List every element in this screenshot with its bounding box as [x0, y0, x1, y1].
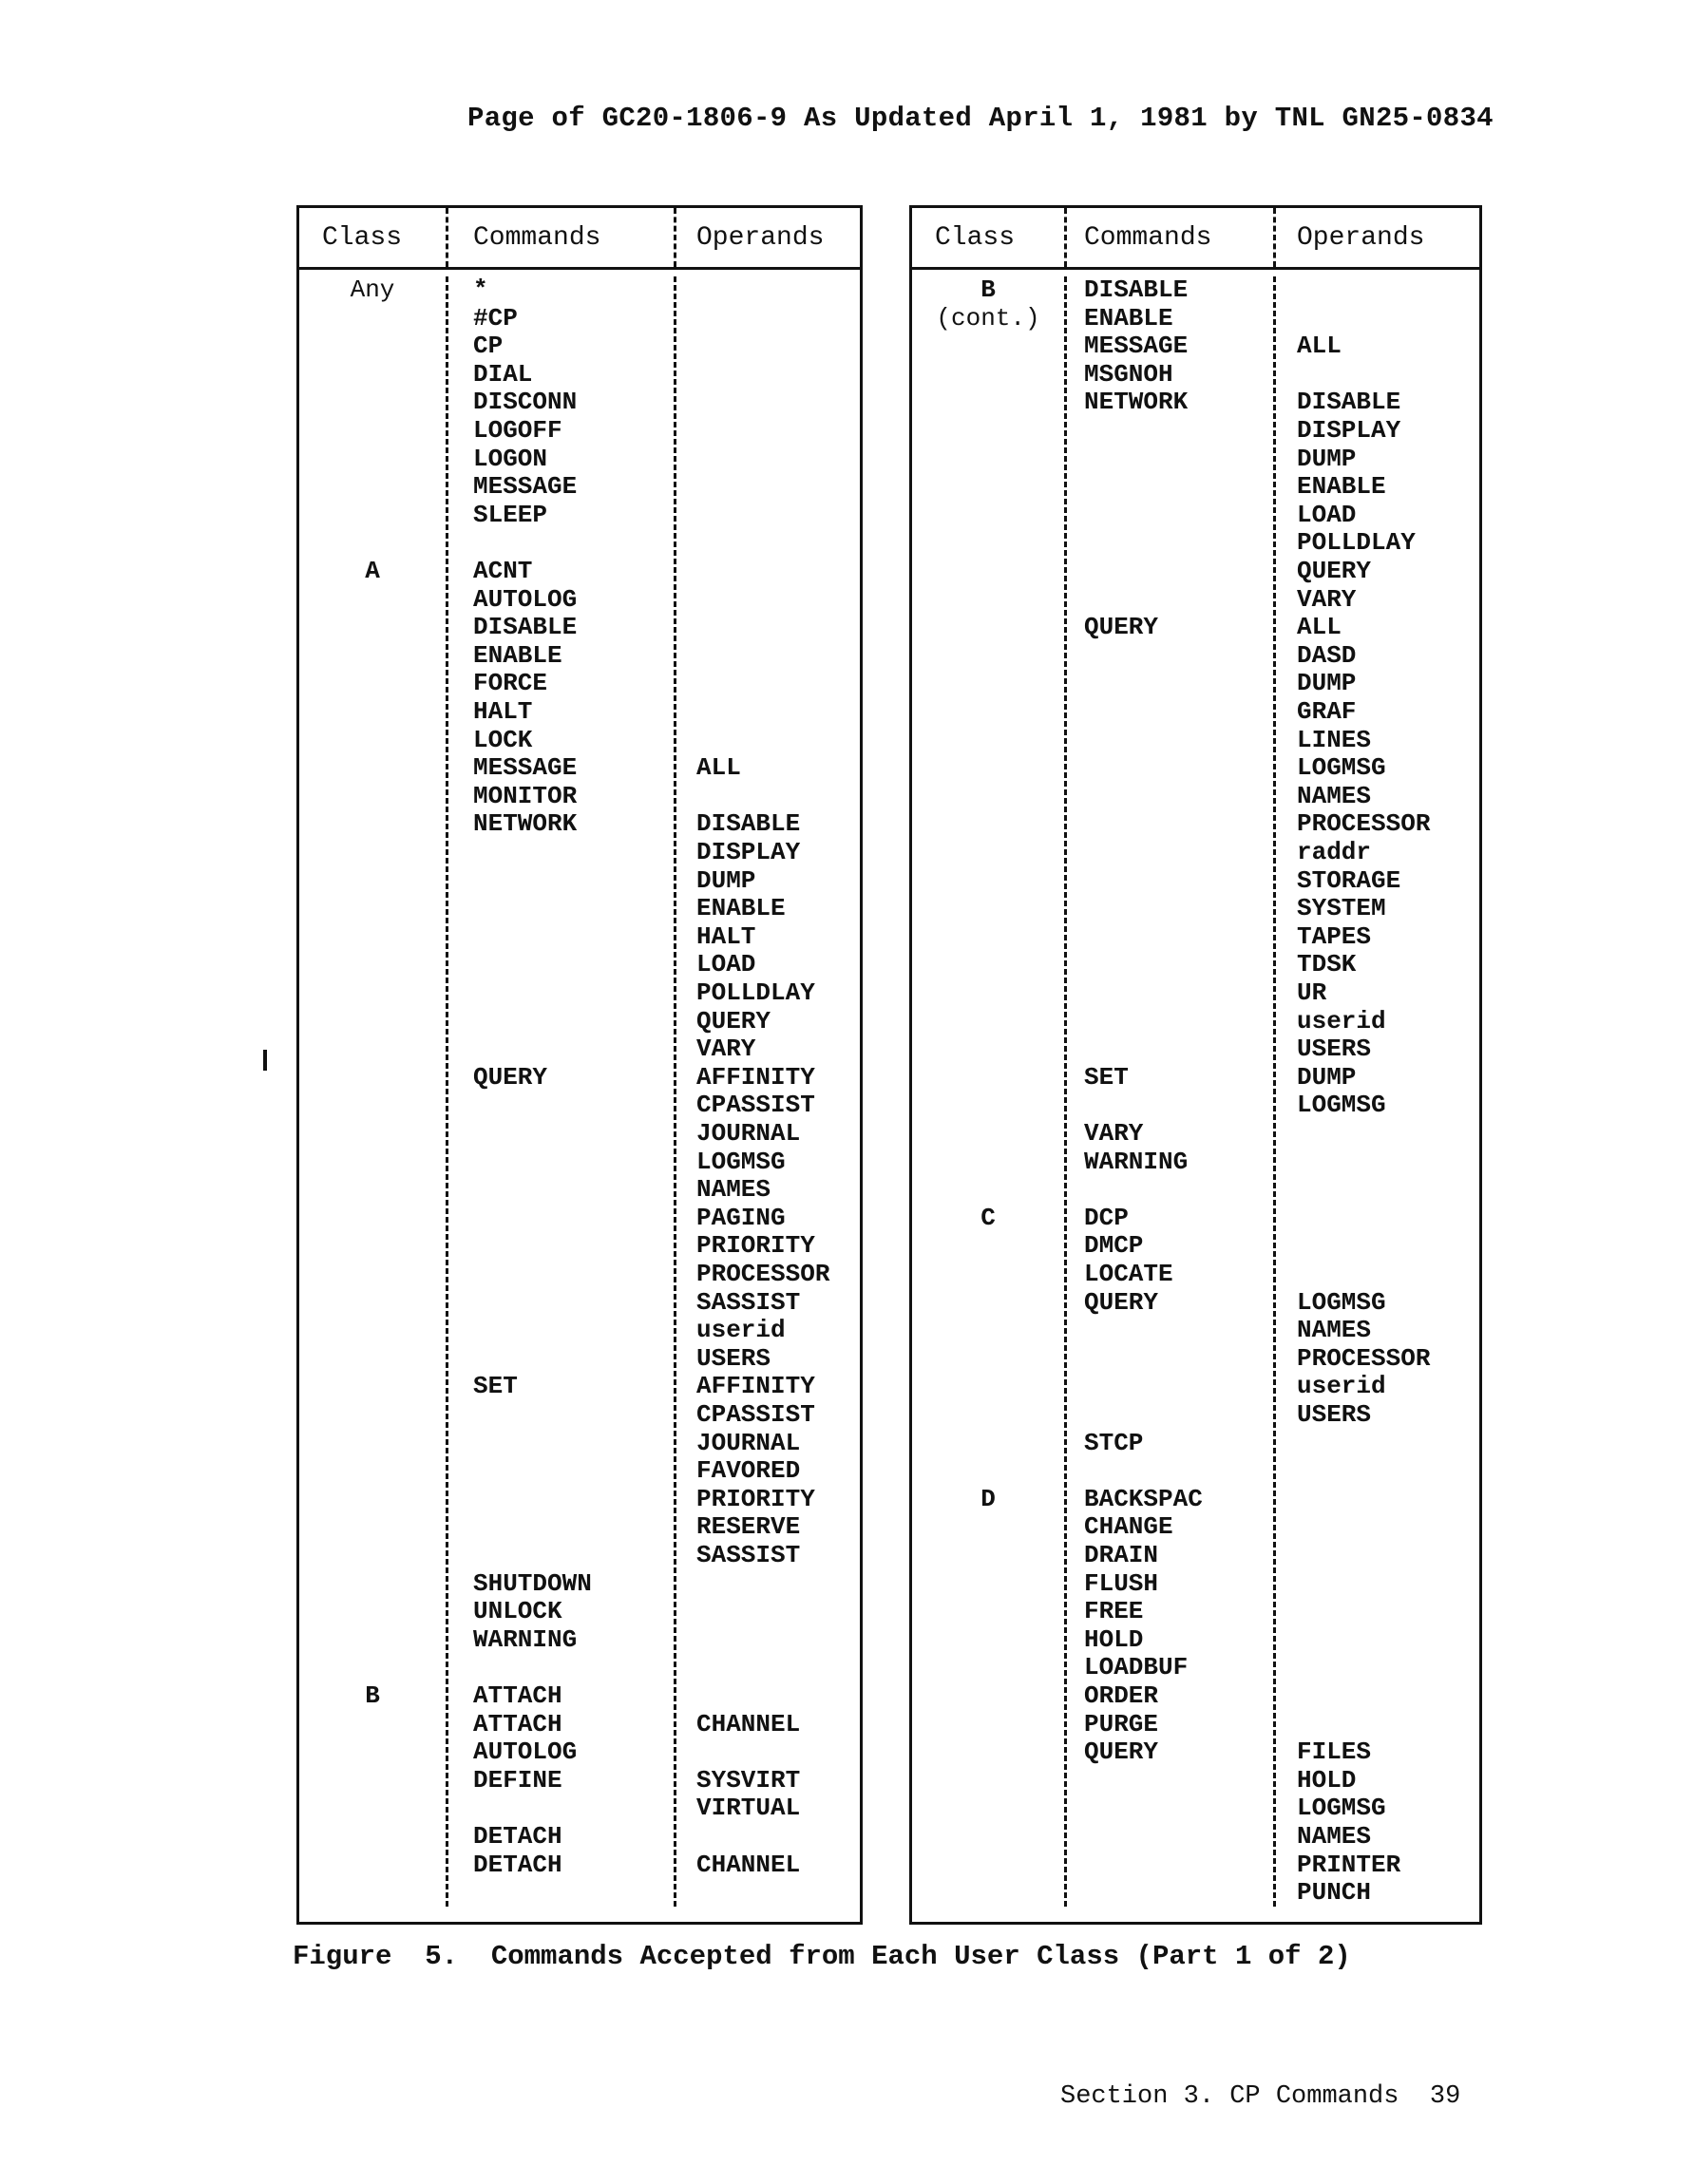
operand-cell: userid — [1297, 1006, 1386, 1035]
table-row — [912, 473, 1479, 502]
command-cell: ATTACH — [473, 1709, 562, 1738]
command-cell: UNLOCK — [473, 1597, 562, 1626]
table-row — [912, 839, 1479, 867]
table-row — [299, 979, 860, 1008]
operand-cell: PRIORITY — [696, 1231, 815, 1261]
table-row — [299, 1317, 860, 1345]
command-cell: CP — [473, 332, 504, 361]
operand-cell: FILES — [1297, 1738, 1372, 1767]
table-row — [299, 529, 860, 558]
table-row — [299, 754, 860, 783]
operand-cell: CHANNEL — [696, 1850, 801, 1879]
table-row — [912, 1682, 1479, 1711]
command-cell: SET — [473, 1372, 518, 1401]
operand-cell: AFFINITY — [696, 1372, 815, 1401]
table-row — [912, 417, 1479, 446]
table-row — [299, 446, 860, 474]
table-row — [912, 1373, 1479, 1401]
operand-cell: STORAGE — [1297, 865, 1401, 895]
table-row — [299, 1682, 860, 1711]
operand-cell: ALL — [1297, 332, 1342, 361]
command-cell: DETACH — [473, 1850, 562, 1879]
operand-cell: ENABLE — [1297, 472, 1386, 502]
column-header-operands: Operands — [696, 223, 825, 253]
table-row — [912, 1092, 1479, 1120]
table-row — [299, 1879, 860, 1908]
table-row — [912, 867, 1479, 896]
table-row — [299, 332, 860, 361]
figure-caption: Figure 5. Commands Accepted from Each User Class (Part 1 of 2) — [293, 1941, 1351, 1972]
commands-table-right — [909, 205, 1482, 1925]
table-row — [912, 1232, 1479, 1261]
table-row — [299, 1064, 860, 1092]
command-cell: DISABLE — [473, 613, 578, 642]
table-row — [912, 1852, 1479, 1880]
table-row — [912, 1430, 1479, 1458]
table-row — [912, 1738, 1479, 1767]
operand-cell: LOGMSG — [1297, 753, 1386, 783]
table-row — [299, 1261, 860, 1289]
command-cell: LOGOFF — [473, 416, 562, 445]
table-row — [912, 586, 1479, 615]
table-row — [299, 276, 860, 305]
command-cell: LOCK — [473, 725, 533, 754]
command-cell: FORCE — [473, 669, 548, 698]
table-row — [299, 1149, 860, 1177]
operand-cell: UR — [1297, 978, 1327, 1007]
operand-cell: ALL — [696, 753, 741, 783]
table-row — [299, 1176, 860, 1205]
class-cell: A — [365, 557, 380, 585]
command-cell: LOCATE — [1084, 1260, 1173, 1288]
table-row — [299, 895, 860, 923]
operand-cell: LOGMSG — [1297, 1287, 1386, 1317]
table-row — [299, 1654, 860, 1682]
table-row — [912, 1626, 1479, 1655]
table-row — [299, 642, 860, 671]
operand-cell: PROCESSOR — [696, 1260, 830, 1288]
table-header-row — [912, 208, 1479, 270]
operand-cell: DISABLE — [1297, 388, 1401, 417]
operand-cell: FAVORED — [696, 1456, 801, 1486]
page-header: Page of GC20-1806-9 As Updated April 1, 1981 by TNL GN25-0834 — [467, 103, 1494, 134]
operand-cell: userid — [1297, 1372, 1386, 1401]
operand-cell: USERS — [696, 1343, 771, 1373]
table-row — [299, 951, 860, 979]
column-header-class: Class — [935, 223, 1016, 253]
table-row — [299, 1008, 860, 1036]
command-cell: ATTACH — [473, 1681, 562, 1710]
column-header-commands: Commands — [1084, 223, 1212, 253]
table-row — [912, 1598, 1479, 1626]
operand-cell: NAMES — [1297, 781, 1372, 810]
operand-cell: SYSVIRT — [696, 1765, 801, 1795]
command-cell: CHANGE — [1084, 1512, 1173, 1542]
column-header-class: Class — [322, 223, 403, 253]
table-row — [912, 951, 1479, 979]
table-row — [912, 1120, 1479, 1149]
operand-cell: TDSK — [1297, 950, 1357, 979]
operand-cell: VIRTUAL — [696, 1794, 801, 1823]
table-row — [912, 1317, 1479, 1345]
table-row — [299, 1542, 860, 1570]
table-row — [912, 923, 1479, 952]
table-row — [912, 1767, 1479, 1795]
command-cell: WARNING — [1084, 1147, 1189, 1176]
operand-cell: JOURNAL — [696, 1428, 801, 1457]
operand-cell: ENABLE — [696, 894, 786, 923]
table-row — [912, 276, 1479, 305]
command-cell: QUERY — [1084, 1287, 1159, 1317]
command-cell: DISABLE — [1084, 275, 1189, 304]
command-cell: DETACH — [473, 1822, 562, 1851]
table-row — [299, 1852, 860, 1880]
operand-cell: POLLDLAY — [1297, 528, 1416, 558]
class-cell: C — [980, 1203, 996, 1232]
operand-cell: SASSIST — [696, 1287, 801, 1317]
command-cell: WARNING — [473, 1624, 578, 1654]
operand-cell: DUMP — [1297, 444, 1357, 473]
command-cell: PURGE — [1084, 1709, 1159, 1738]
operand-cell: QUERY — [1297, 557, 1372, 585]
column-divider — [674, 208, 676, 267]
operand-cell: PROCESSOR — [1297, 809, 1431, 839]
command-cell: VARY — [1084, 1119, 1144, 1148]
table-row — [299, 727, 860, 755]
operand-cell: raddr — [1297, 838, 1372, 866]
operand-cell: DUMP — [1297, 1062, 1357, 1092]
table-row — [299, 1289, 860, 1318]
operand-cell: CPASSIST — [696, 1400, 815, 1429]
operand-cell: userid — [696, 1316, 786, 1345]
table-row — [299, 473, 860, 502]
table-row — [299, 1513, 860, 1542]
table-row — [912, 614, 1479, 642]
table-row — [912, 1401, 1479, 1430]
table-row — [912, 332, 1479, 361]
table-row — [299, 1795, 860, 1823]
table-row — [912, 1711, 1479, 1739]
command-cell: NETWORK — [473, 809, 578, 839]
page-footer: Section 3. CP Commands 39 — [1060, 2082, 1461, 2111]
command-cell: QUERY — [1084, 613, 1159, 642]
operand-cell: DUMP — [696, 865, 756, 895]
table-row — [912, 810, 1479, 839]
command-cell: MESSAGE — [473, 472, 578, 502]
command-cell: * — [473, 275, 488, 304]
table-row — [912, 1457, 1479, 1486]
table-row — [912, 1008, 1479, 1036]
column-divider — [1273, 208, 1276, 267]
command-cell: BACKSPAC — [1084, 1484, 1203, 1513]
command-cell: MONITOR — [473, 781, 578, 810]
operand-cell: SASSIST — [696, 1541, 801, 1569]
command-cell: MESSAGE — [1084, 332, 1189, 361]
table-row — [299, 1570, 860, 1599]
command-cell: #CP — [473, 303, 518, 332]
table-row — [299, 783, 860, 811]
table-row — [299, 1092, 860, 1120]
command-cell: ORDER — [1084, 1681, 1159, 1710]
table-row — [299, 1823, 860, 1852]
command-cell: AUTOLOG — [473, 1738, 578, 1767]
table-row — [912, 698, 1479, 727]
class-cell: B — [365, 1681, 380, 1710]
table-row — [299, 1430, 860, 1458]
commands-table-left — [296, 205, 863, 1925]
column-divider — [446, 208, 448, 267]
command-cell: ENABLE — [1084, 303, 1173, 332]
table-row — [299, 810, 860, 839]
table-row — [299, 867, 860, 896]
class-cell: B — [980, 275, 996, 304]
table-row — [912, 1176, 1479, 1205]
table-row — [912, 1205, 1479, 1233]
table-row — [299, 1626, 860, 1655]
command-cell: DMCP — [1084, 1231, 1144, 1261]
operand-cell: LOAD — [696, 950, 756, 979]
operand-cell: HOLD — [1297, 1765, 1357, 1795]
command-cell: FREE — [1084, 1597, 1144, 1626]
table-row — [912, 1289, 1479, 1318]
command-cell: DEFINE — [473, 1765, 562, 1795]
command-cell: MSGNOH — [1084, 359, 1173, 389]
table-row — [912, 1879, 1479, 1908]
operand-cell: DISPLAY — [1297, 416, 1401, 445]
column-header-commands: Commands — [473, 223, 601, 253]
table-row — [912, 1345, 1479, 1374]
table-row — [912, 361, 1479, 389]
command-cell: AUTOLOG — [473, 584, 578, 614]
table-row — [912, 558, 1479, 586]
table-row — [912, 1513, 1479, 1542]
table-row — [912, 783, 1479, 811]
operand-cell: SYSTEM — [1297, 894, 1386, 923]
table-row — [912, 670, 1479, 698]
revision-bar — [263, 1050, 267, 1071]
command-cell: SLEEP — [473, 500, 548, 529]
operand-cell: VARY — [1297, 584, 1357, 614]
class-cell: Any — [350, 275, 395, 304]
table-row — [299, 1738, 860, 1767]
operand-cell: VARY — [696, 1035, 756, 1064]
operand-cell: LOGMSG — [696, 1147, 786, 1176]
command-cell: LOADBUF — [1084, 1653, 1189, 1682]
table-row — [912, 1570, 1479, 1599]
table-row — [299, 1035, 860, 1064]
table-row — [912, 529, 1479, 558]
table-row — [912, 1149, 1479, 1177]
command-cell: HALT — [473, 697, 533, 726]
command-cell: DRAIN — [1084, 1541, 1159, 1569]
operand-cell: PAGING — [696, 1203, 786, 1232]
operand-cell: PRINTER — [1297, 1850, 1401, 1879]
operand-cell: PRIORITY — [696, 1484, 815, 1513]
command-cell: NETWORK — [1084, 388, 1189, 417]
command-cell: SHUTDOWN — [473, 1568, 592, 1598]
column-header-operands: Operands — [1297, 223, 1425, 253]
operand-cell: LOAD — [1297, 500, 1357, 529]
table-row — [912, 305, 1479, 333]
operand-cell: HALT — [696, 921, 756, 951]
operand-cell: LOGMSG — [1297, 1794, 1386, 1823]
column-divider — [1064, 208, 1067, 267]
table-row — [912, 446, 1479, 474]
table-row — [299, 698, 860, 727]
command-cell: HOLD — [1084, 1624, 1144, 1654]
class-cell: D — [980, 1484, 996, 1513]
operand-cell: NAMES — [696, 1175, 771, 1205]
command-cell: QUERY — [1084, 1738, 1159, 1767]
table-row — [912, 1486, 1479, 1514]
operand-cell: QUERY — [696, 1006, 771, 1035]
table-row — [912, 1795, 1479, 1823]
operand-cell: AFFINITY — [696, 1062, 815, 1092]
table-row — [299, 502, 860, 530]
table-row — [299, 1711, 860, 1739]
operand-cell: DUMP — [1297, 669, 1357, 698]
table-row — [912, 979, 1479, 1008]
operand-cell: DASD — [1297, 640, 1357, 670]
operand-cell: USERS — [1297, 1035, 1372, 1064]
table-row — [299, 1120, 860, 1149]
operand-cell: POLLDLAY — [696, 978, 815, 1007]
table-row — [912, 1823, 1479, 1852]
operand-cell: CPASSIST — [696, 1091, 815, 1120]
class-cell: (cont.) — [936, 303, 1040, 332]
table-row — [912, 502, 1479, 530]
table-row — [299, 1205, 860, 1233]
table-header-row — [299, 208, 860, 270]
operand-cell: TAPES — [1297, 921, 1372, 951]
command-cell: LOGON — [473, 444, 548, 473]
operand-cell: ALL — [1297, 613, 1342, 642]
table-row — [299, 1345, 860, 1374]
table-row — [912, 1542, 1479, 1570]
table-row — [299, 614, 860, 642]
operand-cell: JOURNAL — [696, 1119, 801, 1148]
command-cell: MESSAGE — [473, 753, 578, 783]
command-cell: DCP — [1084, 1203, 1129, 1232]
operand-cell: LINES — [1297, 725, 1372, 754]
table-row — [299, 1232, 860, 1261]
table-row — [912, 1654, 1479, 1682]
table-row — [299, 1598, 860, 1626]
command-cell: DIAL — [473, 359, 533, 389]
table-row — [912, 1064, 1479, 1092]
operand-cell: NAMES — [1297, 1822, 1372, 1851]
command-cell: ENABLE — [473, 640, 562, 670]
table-row — [299, 1486, 860, 1514]
table-row — [299, 1401, 860, 1430]
command-cell: SET — [1084, 1062, 1129, 1092]
table-row — [299, 361, 860, 389]
operand-cell: DISPLAY — [696, 838, 801, 866]
command-cell: DISCONN — [473, 388, 578, 417]
table-row — [912, 642, 1479, 671]
operand-cell: PUNCH — [1297, 1878, 1372, 1908]
table-row — [912, 727, 1479, 755]
table-row — [299, 389, 860, 417]
table-row — [299, 558, 860, 586]
command-cell: FLUSH — [1084, 1568, 1159, 1598]
table-row — [912, 389, 1479, 417]
table-row — [299, 670, 860, 698]
operand-cell: LOGMSG — [1297, 1091, 1386, 1120]
command-cell: ACNT — [473, 557, 533, 585]
table-row — [299, 305, 860, 333]
table-row — [912, 754, 1479, 783]
table-row — [912, 895, 1479, 923]
table-row — [299, 417, 860, 446]
operand-cell: USERS — [1297, 1400, 1372, 1429]
table-row — [299, 1373, 860, 1401]
command-cell: STCP — [1084, 1428, 1144, 1457]
table-row — [299, 839, 860, 867]
operand-cell: NAMES — [1297, 1316, 1372, 1345]
operand-cell: CHANNEL — [696, 1709, 801, 1738]
table-row — [299, 923, 860, 952]
command-cell: QUERY — [473, 1062, 548, 1092]
table-row — [299, 1767, 860, 1795]
operand-cell: PROCESSOR — [1297, 1343, 1431, 1373]
operand-cell: DISABLE — [696, 809, 801, 839]
table-row — [912, 1261, 1479, 1289]
operand-cell: RESERVE — [696, 1512, 801, 1542]
table-row — [912, 1035, 1479, 1064]
table-row — [299, 1457, 860, 1486]
table-row — [299, 586, 860, 615]
operand-cell: GRAF — [1297, 697, 1357, 726]
